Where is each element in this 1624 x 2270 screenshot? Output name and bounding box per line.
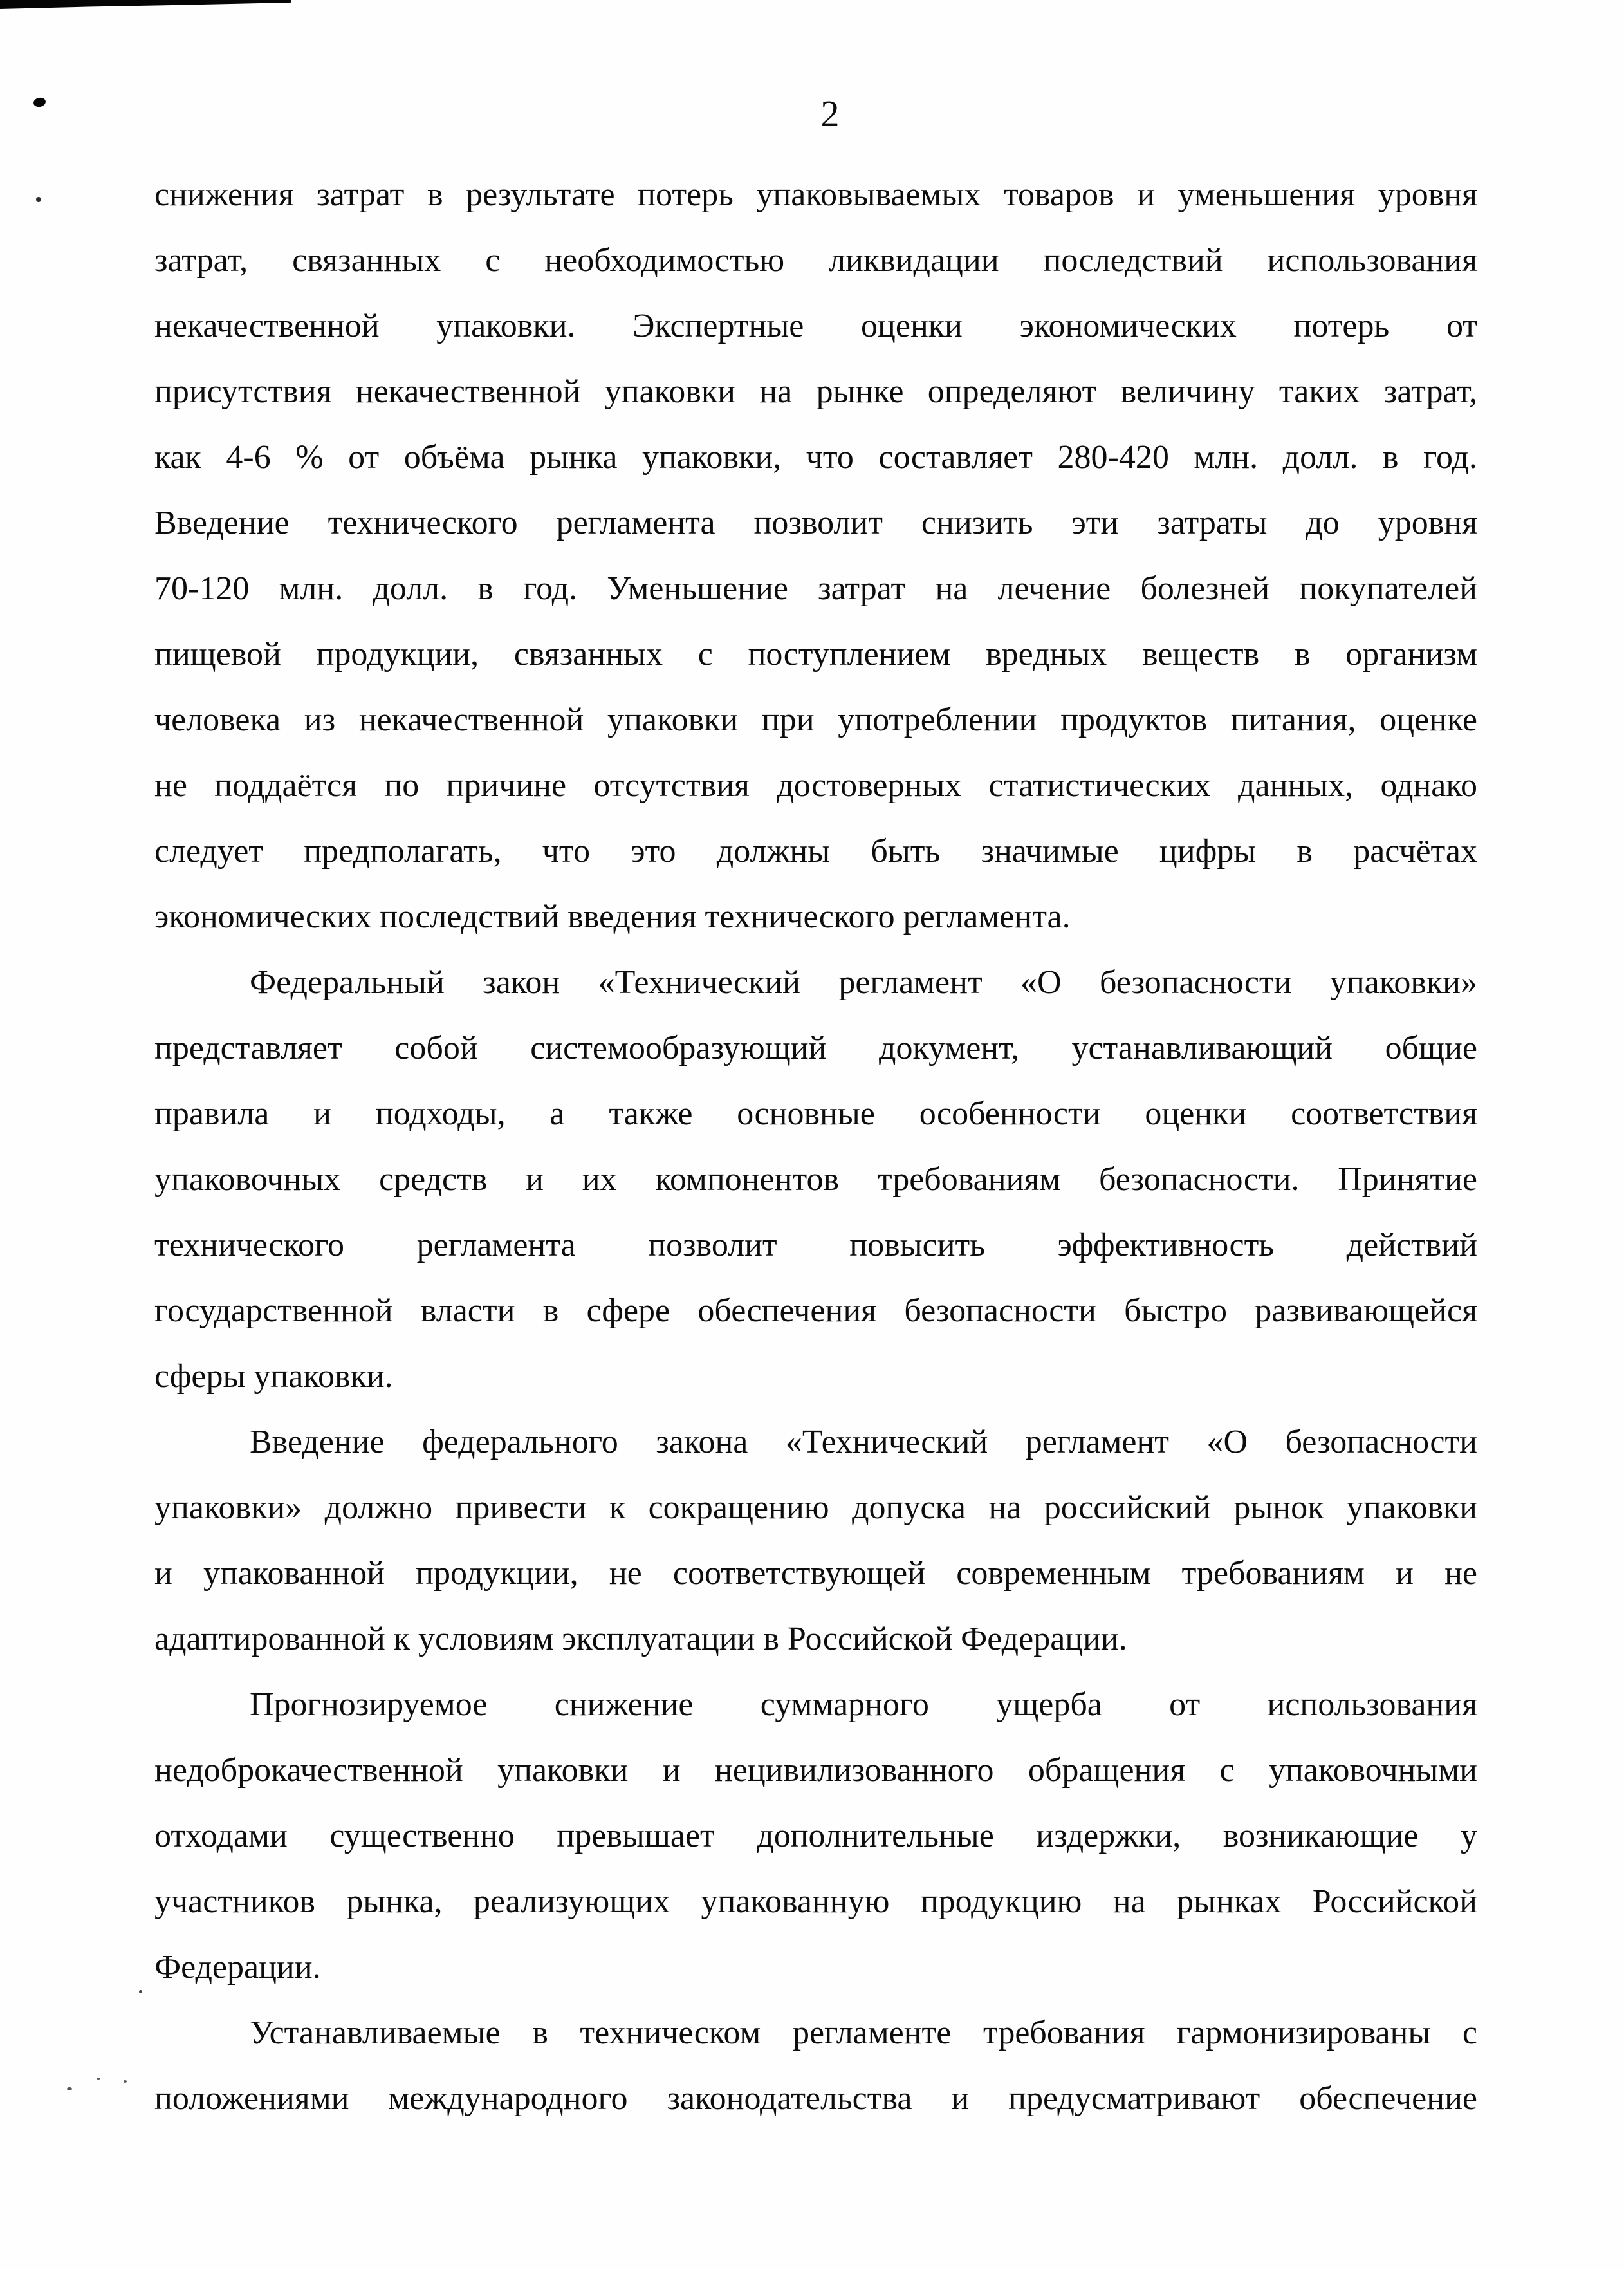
text-line: некачественной упаковки. Экспертные оценки экономических потерь от [154,308,1477,344]
scan-artifact-speck [124,2080,127,2083]
text-line: присутствия некачественной упаковки на рынке определяют величину таких затрат, [154,373,1477,410]
text-line: упаковки» должно привести к сокращению допуска на российский рынок упаковки [154,1489,1477,1526]
scan-artifact-speck [97,2078,100,2080]
text-line: не поддаётся по причине отсутствия достоверных статистических данных, однако [154,767,1477,804]
text-line: представляет собой системообразующий документ, устанавливающий общие [154,1030,1477,1066]
paragraph [154,162,1477,950]
text-line: Федерации. [154,1949,321,1986]
text-line: пищевой продукции, связанных с поступлением вредных веществ в организм [154,636,1477,673]
scan-artifact-speck [67,2087,72,2090]
text-line: сферы упаковки. [154,1358,393,1395]
paragraph [154,1672,1477,2000]
text-line: экономических последствий введения технического регламента. [154,898,1071,935]
text-line: как 4-6 % от объёма рынка упаковки, что составляет 280-420 млн. долл. в год. [154,439,1477,476]
text-line: Введение технического регламента позволит снизить эти затраты до уровня [154,505,1477,541]
text-line: 70-120 млн. долл. в год. Уменьшение затрат на лечение болезней покупателей [154,570,1477,607]
paragraph [154,1409,1477,1672]
page-number: 2 [820,93,840,135]
text-line: затрат, связанных с необходимостью ликвидации последствий использования [154,242,1477,279]
text-body [154,162,1477,2132]
scan-artifact-dot [36,197,41,202]
text-line: государственной власти в сфере обеспечения безопасности быстро развивающейся [154,1292,1477,1329]
text-line: адаптированной к условиям эксплуатации в Российской Федерации. [154,1621,1127,1657]
scan-artifact-speck [139,1990,142,1993]
text-line: следует предполагать, что это должны быть значимые цифры в расчётах [154,833,1477,870]
text-line: участников рынка, реализующих упакованную продукцию на рынках Российской [154,1883,1477,1920]
text-line: снижения затрат в результате потерь упаковываемых товаров и уменьшения уровня [154,176,1477,213]
text-line: правила и подходы, а также основные особенности оценки соответствия [154,1095,1477,1132]
text-line: отходами существенно превышает дополнительные издержки, возникающие у [154,1818,1477,1854]
text-line: Прогнозируемое снижение суммарного ущерба от использования [250,1686,1477,1723]
text-line: Введение федерального закона «Технический регламент «О безопасности [250,1424,1477,1460]
paragraph [154,2000,1477,2132]
text-line: Федеральный закон «Технический регламент «О безопасности упаковки» [250,964,1477,1001]
paragraph [154,950,1477,1409]
text-line: положениями международного законодательства и предусматривают обеспечение [154,2080,1477,2117]
text-line: технического регламента позволит повысить эффективность действий [154,1227,1477,1263]
text-line: человека из некачественной упаковки при употреблении продуктов питания, оценке [154,702,1477,738]
text-line: Устанавливаемые в техническом регламенте требования гармонизированы с [250,2014,1477,2051]
text-line: недоброкачественной упаковки и нецивилизованного обращения с упаковочными [154,1752,1477,1789]
text-line: упаковочных средств и их компонентов требованиям безопасности. Принятие [154,1161,1477,1198]
text-line: и упакованной продукции, не соответствующей современным требованиям и не [154,1555,1477,1592]
scan-artifact-top-bar [0,0,291,9]
